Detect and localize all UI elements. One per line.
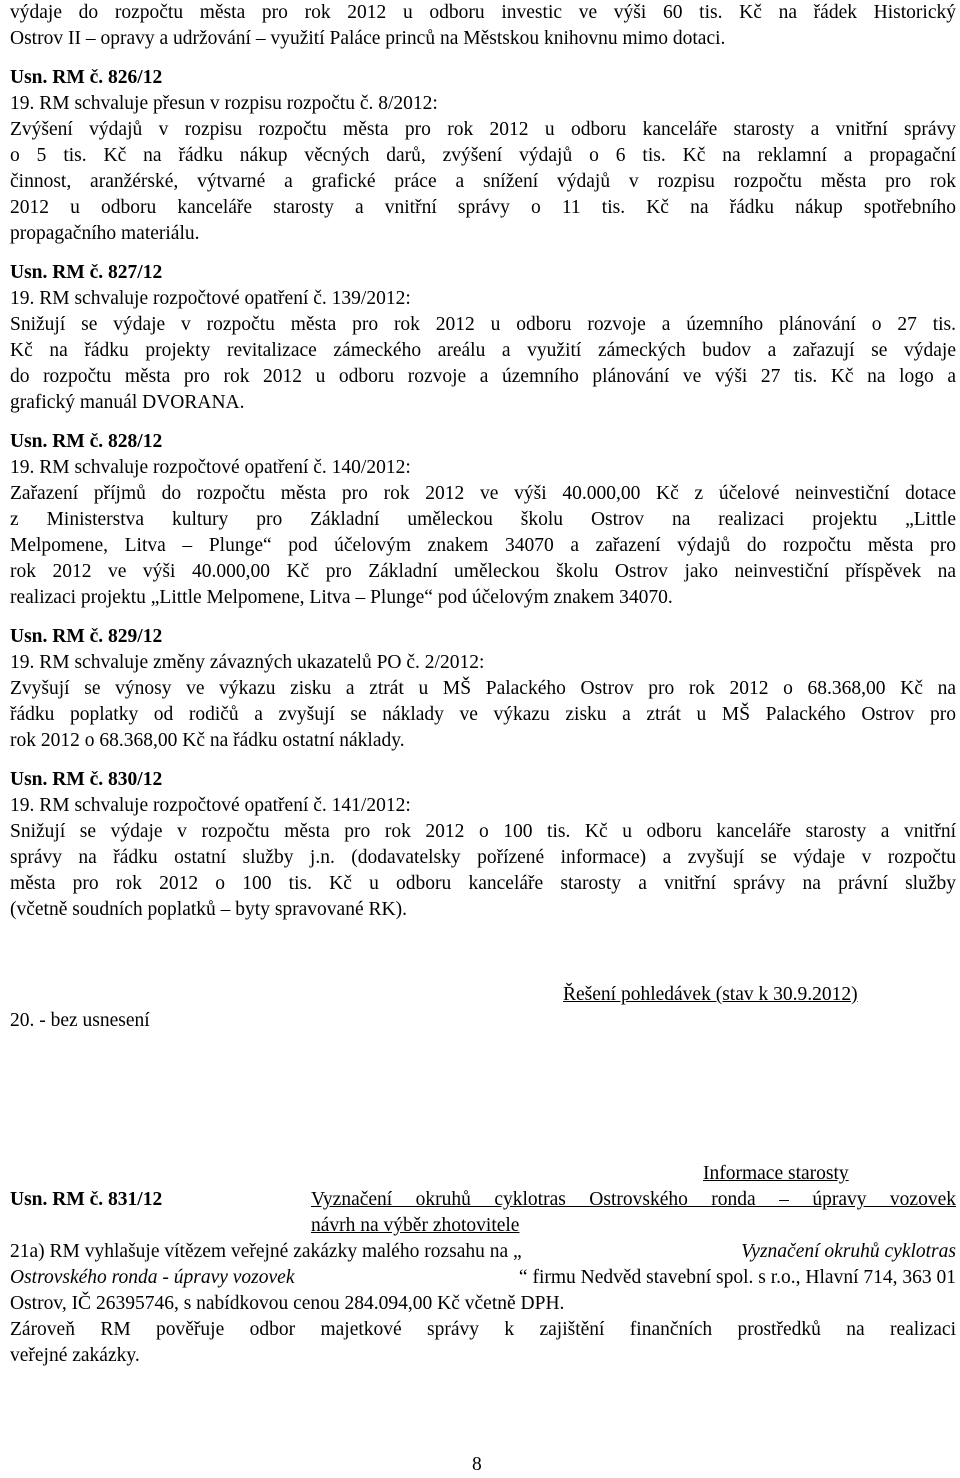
text-line: Zvyšují se výnosy ve výkazu zisku a ztrát u MŠ Palackého Ostrov pro rok 2012 o 68.368,00 Kč na — [10, 678, 956, 699]
text-line: rok 2012 o 68.368,00 Kč na řádku ostatní náklady. — [10, 730, 405, 751]
resolution-number: Usn. RM č. 831/12 — [10, 1189, 163, 1210]
item-20-label: 20. - bez usnesení — [10, 1010, 150, 1031]
text-line: správy na řádku ostatní služby j.n. (dodavatelsky pořízené informace) a zvyšují se výdaje v rozpočtu — [10, 847, 956, 868]
text-line: výdaje do rozpočtu města pro rok 2012 u odboru investic ve výši 60 tis. Kč na řádek Historický — [10, 2, 956, 23]
text-line: rok 2012 ve výši 40.000,00 Kč pro Základní uměleckou školu Ostrov jako neinvestiční příspěvek na — [10, 561, 956, 582]
resolution-title-line: návrh na výběr zhotovitele — [311, 1215, 520, 1236]
text-line: (včetně soudních poplatků – byty spravované RK). — [10, 899, 407, 920]
text-line — [10, 1265, 956, 1291]
text-line: 2012 u odboru kanceláře starosty a vnitřní správy o 11 tis. Kč na řádku nákup spotřebního — [10, 197, 956, 218]
text-line: Kč na řádku projekty revitalizace zámeckého areálu a využití zámeckých budov a zařazují se výdaje — [10, 340, 956, 361]
resolution-number: Usn. RM č. 830/12 — [10, 769, 163, 790]
resolution-title-line: Vyznačení okruhů cyklotras Ostrovského ronda – úpravy vozovek — [311, 1189, 956, 1210]
resolution-number: Usn. RM č. 828/12 — [10, 431, 163, 452]
text-line: realizaci projektu „Little Melpomene, Litva – Plunge“ pod účelovým znakem 34070. — [10, 587, 673, 608]
text-line: 19. RM schvaluje rozpočtové opatření č. 141/2012: — [10, 795, 411, 816]
contract-name: Ostrovského ronda - úpravy vozovek — [10, 1267, 295, 1288]
text-line: činnost, aranžérské, výtvarné a grafické práce a snížení výdajů v rozpisu rozpočtu města pro rok — [10, 171, 956, 192]
resolution-number: Usn. RM č. 827/12 — [10, 262, 163, 283]
text-line: o 5 tis. Kč na řádku nákup věcných darů, zvýšení výdajů o 6 tis. Kč na reklamní a propagační — [10, 145, 956, 166]
text-line: do rozpočtu města pro rok 2012 u odboru rozvoje a územního plánování ve výši 27 tis. Kč na logo a — [10, 366, 956, 387]
text-line: propagačního materiálu. — [10, 223, 200, 244]
text-line: Zvýšení výdajů v rozpisu rozpočtu města pro rok 2012 u odboru kanceláře starosty a vnitřní správy — [10, 119, 956, 140]
text-line: Ostrov II – opravy a udržování – využití Paláce princů na Městskou knihovnu mimo dotaci. — [10, 28, 726, 49]
text-line: Melpomene, Litva – Plunge“ pod účelovým znakem 34070 a zařazení výdajů do rozpočtu města pro — [10, 535, 956, 556]
text-line: 19. RM schvaluje přesun v rozpisu rozpočtu č. 8/2012: — [10, 93, 438, 114]
text-line: veřejné zakázky. — [10, 1345, 140, 1366]
page-number: 8 — [472, 1454, 482, 1475]
text-line: Ostrov, IČ 26395746, s nabídkovou cenou 284.094,00 Kč včetně DPH. — [10, 1293, 565, 1314]
text-line: 19. RM schvaluje rozpočtové opatření č. 139/2012: — [10, 288, 411, 309]
resolution-number: Usn. RM č. 826/12 — [10, 67, 163, 88]
text-line: řádku poplatky od rodičů a zvyšují se náklady ve výkazu zisku a ztrát u MŠ Palackého Ostrov pro — [10, 704, 956, 725]
contract-name: Vyznačení okruhů cyklotras — [741, 1241, 956, 1262]
section-heading-mayor-info: Informace starosty — [703, 1163, 849, 1184]
text-span: “ firmu Nedvěd stavební spol. s r.o., Hlavní 714, 363 01 — [518, 1267, 956, 1288]
text-line: z Ministerstva kultury pro Základní uměleckou školu Ostrov na realizaci projektu „Little — [10, 509, 956, 530]
text-line: Zařazení příjmů do rozpočtu města pro rok 2012 ve výši 40.000,00 Kč z účelové neinvestiční dotace — [10, 483, 956, 504]
text-line — [10, 1239, 956, 1265]
text-line: města pro rok 2012 o 100 tis. Kč u odboru kanceláře starosty a vnitřní správy na právní služby — [10, 873, 956, 894]
section-heading-receivables: Řešení pohledávek (stav k 30.9.2012) — [563, 984, 858, 1005]
text-line: Snižují se výdaje v rozpočtu města pro rok 2012 o 100 tis. Kč u odboru kanceláře starosty a vnitřní — [10, 821, 956, 842]
text-line: Snižují se výdaje v rozpočtu města pro rok 2012 u odboru rozvoje a územního plánování o 27 tis. — [10, 314, 956, 335]
resolution-number: Usn. RM č. 829/12 — [10, 626, 163, 647]
text-line: 19. RM schvaluje změny závazných ukazatelů PO č. 2/2012: — [10, 652, 485, 673]
text-line: 19. RM schvaluje rozpočtové opatření č. 140/2012: — [10, 457, 411, 478]
text-line: grafický manuál DVORANA. — [10, 392, 245, 413]
text-span: 21a) RM vyhlašuje vítězem veřejné zakázky malého rozsahu na „ — [10, 1241, 522, 1262]
text-line: Zároveň RM pověřuje odbor majetkové správy k zajištění finančních prostředků na realizaci — [10, 1319, 956, 1340]
